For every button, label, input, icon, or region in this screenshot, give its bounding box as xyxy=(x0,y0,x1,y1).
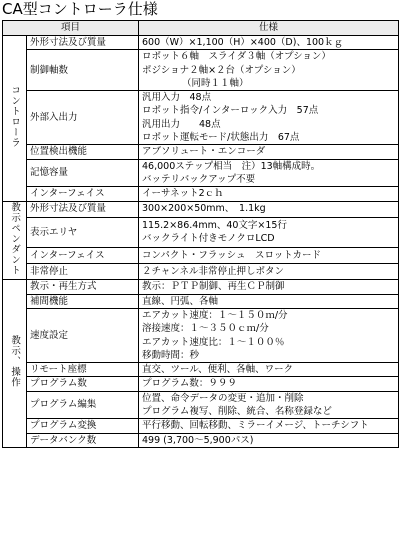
spec-line: 115.2×86.4mm、40文字×15行 xyxy=(142,220,287,232)
table-row xyxy=(3,159,399,187)
category-cell xyxy=(3,201,27,280)
page-title: CA型コントローラ仕様 xyxy=(2,0,158,18)
spec-line: ロボット運転モード/状態出力 67点 xyxy=(142,132,300,144)
item-cell: 記憶容量 xyxy=(27,159,139,187)
category-label: 教示、操作 xyxy=(9,335,21,388)
item-cell: 非常停止 xyxy=(27,264,139,280)
spec-cell xyxy=(139,36,399,50)
spec-line: 溶接速度：１～３５０ｃｍ/分 xyxy=(142,323,269,335)
spec-line: 600（W）×1,100（H）×400（D)、100ｋｇ xyxy=(142,37,344,48)
table-row xyxy=(3,419,399,433)
category-label: コントローラ xyxy=(9,84,21,148)
category-label: 教示ペンダント xyxy=(9,201,21,276)
spec-line: バッテリバックアップ不要 xyxy=(142,173,256,185)
item-cell: データバンク数 xyxy=(27,433,139,447)
item-cell: 速度設定 xyxy=(27,308,139,362)
spec-line: イーサネット2ｃｈ xyxy=(142,188,224,200)
spec-line: 平行移動、回転移動、ミラーイメージ、トーチシフト xyxy=(142,420,369,432)
spec-cell xyxy=(139,50,399,91)
spec-cell xyxy=(139,145,399,159)
table-row xyxy=(3,377,399,391)
header-spec: 仕様 xyxy=(139,21,399,36)
category-cell xyxy=(3,280,27,448)
header-item: 項目 xyxy=(3,21,139,36)
table-row xyxy=(3,363,399,377)
spec-cell xyxy=(139,391,399,419)
spec-line: （同時１１軸） xyxy=(182,77,249,89)
table-row xyxy=(3,91,399,145)
spec-cell xyxy=(139,264,399,280)
item-cell: 表示エリヤ xyxy=(27,217,139,248)
table-row xyxy=(3,294,399,308)
item-cell: 外形寸法及び質量 xyxy=(27,36,139,50)
spec-cell xyxy=(139,419,399,433)
spec-line: エアカット速度：１～１５０ｍ/分 xyxy=(142,309,288,321)
spec-line: エアカット速度比：１～１００％ xyxy=(142,336,285,348)
item-cell: 教示・再生方式 xyxy=(27,280,139,294)
spec-line: 汎用入力 48点 xyxy=(142,92,212,104)
item-cell: 外形寸法及び質量 xyxy=(27,201,139,217)
spec-line: 汎用出力 48点 xyxy=(142,118,221,130)
spec-table xyxy=(2,20,399,448)
spec-table-body xyxy=(3,36,399,448)
spec-line: プログラム複写、削除、統合、名称登録など xyxy=(142,406,332,418)
spec-cell xyxy=(139,187,399,201)
spec-cell xyxy=(139,217,399,248)
spec-cell xyxy=(139,280,399,294)
spec-line: ロボット６軸 スライダ３軸（オプション） xyxy=(142,51,331,63)
spec-line: アブソリュート・エンコーダ xyxy=(142,146,266,158)
item-cell: リモート座標 xyxy=(27,363,139,377)
spec-line: ロボット指令/インターロック入力 57点 xyxy=(142,105,319,117)
table-row xyxy=(3,36,399,50)
item-cell: プログラム数 xyxy=(27,377,139,391)
spec-cell xyxy=(139,159,399,187)
spec-cell xyxy=(139,433,399,447)
spec-line: 直線、円弧、各軸 xyxy=(142,295,219,307)
table-row xyxy=(3,248,399,264)
table-row xyxy=(3,264,399,280)
item-cell: 制御軸数 xyxy=(27,50,139,91)
spec-line: バックライト付きモノクロLCD xyxy=(142,233,275,245)
spec-cell xyxy=(139,363,399,377)
spec-line: ２チャンネル非常停止押しボタン xyxy=(142,266,284,278)
table-row xyxy=(3,391,399,419)
spec-line: 直交、ツール、便利、各軸、ワーク xyxy=(142,364,294,376)
spec-line: 教示：ＰＴＰ制御、再生ＣＰ制御 xyxy=(142,281,285,293)
spec-cell xyxy=(139,377,399,391)
item-cell: 補間機能 xyxy=(27,294,139,308)
spec-line: 499 (3,700～5,900パス) xyxy=(142,434,254,446)
spec-cell xyxy=(139,294,399,308)
spec-cell xyxy=(139,248,399,264)
table-row xyxy=(3,280,399,294)
table-row xyxy=(3,308,399,362)
item-cell: 位置検出機能 xyxy=(27,145,139,159)
spec-cell xyxy=(139,308,399,362)
table-row xyxy=(3,50,399,91)
spec-line: 300×200×50mm、 1.1kg xyxy=(142,203,266,215)
table-row xyxy=(3,201,399,217)
spec-line: 移動時間：秒 xyxy=(142,349,200,361)
table-row xyxy=(3,217,399,248)
item-cell: プログラム編集 xyxy=(27,391,139,419)
spec-line: コンパクト・フラッシュ スロットカード xyxy=(142,250,321,262)
table-row xyxy=(3,433,399,447)
spec-line: プログラム数：９９９ xyxy=(142,378,237,390)
table-row xyxy=(3,187,399,201)
item-cell: 外部入出力 xyxy=(27,91,139,145)
item-cell: インターフェイス xyxy=(27,187,139,201)
item-cell: プログラム変換 xyxy=(27,419,139,433)
spec-cell xyxy=(139,201,399,217)
table-row xyxy=(3,145,399,159)
category-cell xyxy=(3,36,27,202)
spec-line: ポジショナ２軸×２台（オプション） xyxy=(142,64,301,76)
spec-cell xyxy=(139,91,399,145)
item-cell: インターフェイス xyxy=(27,248,139,264)
table-header-row xyxy=(3,21,399,36)
spec-line: 位置、命令データの変更・追加・削除 xyxy=(142,392,304,404)
spec-line: 46,000ステップ相当 注）13軸構成時。 xyxy=(142,160,321,172)
